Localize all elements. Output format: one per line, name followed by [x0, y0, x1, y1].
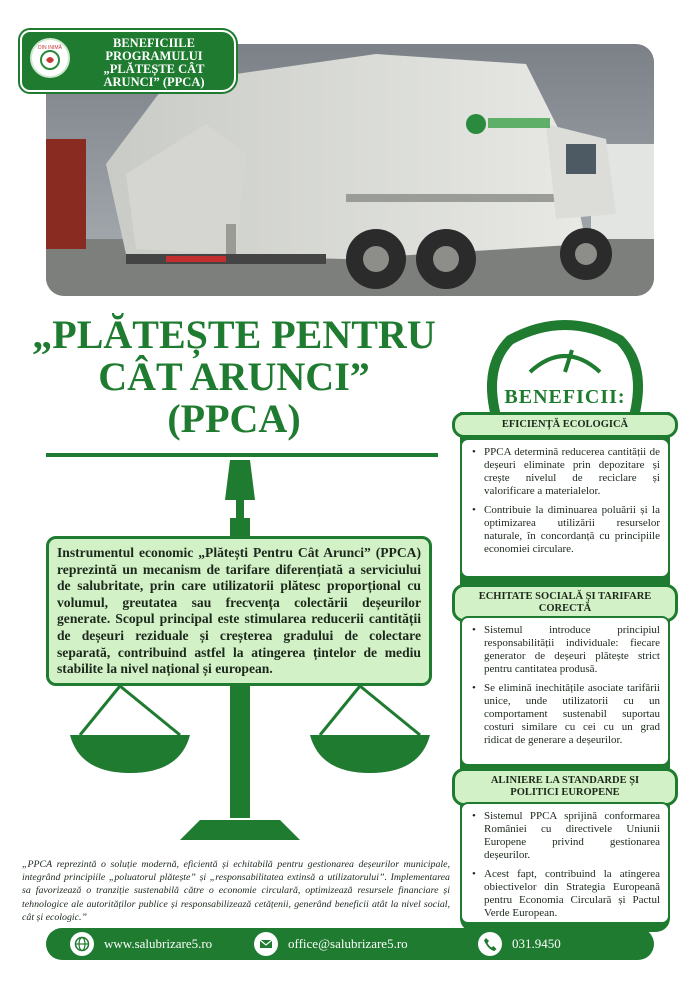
globe-icon [70, 932, 94, 956]
phone-icon [478, 932, 502, 956]
program-badge [20, 30, 236, 92]
list-item: • Acest fapt, contribuind la atingerea obiectivelor din Strategia Europeană pentru Economia Circulară și Pactul Verde European. [470, 868, 660, 920]
title-divider [46, 453, 438, 457]
company-logo-icon [30, 38, 70, 78]
list-item: • Contribuie la diminuarea poluării și la optimizarea utilizării resurselor naturale, în concordanță cu principiile economiei circulare. [470, 504, 660, 556]
svg-text:DIN INIMĂ: DIN INIMĂ [38, 45, 62, 51]
section-body-social [460, 616, 670, 766]
closing-quote: „PPCA reprezintă o soluție modernă, eficientă și echitabilă pentru gestionarea deșeurilor municipale, integrând principiile „poluatorul plătește” și „responsabilitatea extinsă a utilizatorului”. Implementarea sa favorizează o tranziție sustenabilă către o economie circulară, optimizează resursele financiare și tehnologice ale autorităților publice și responsabilizează cetățenii, generând beneficii atât la nivel social, cât și ecologic.” [22, 859, 450, 923]
section-heading-social: ECHITATE SOCIALĂ ȘI TARIFARE CORECTĂ [452, 584, 678, 622]
phone-number[interactable]: 031.9450 [512, 936, 561, 951]
footer-phone[interactable] [478, 931, 561, 957]
footer-email[interactable] [254, 931, 408, 957]
section-body-eu [460, 802, 670, 924]
footer-website[interactable] [70, 931, 212, 957]
email-link[interactable]: office@salubrizare5.ro [288, 936, 408, 951]
list-item: • Se elimină inechitățile asociate tarifării unice, unde utilizatorii cu un comportament sustenabil suportau costuri similare cu cei cu un grad ridicat de generare a deșeurilor. [470, 682, 660, 747]
website-link[interactable]: www.salubrizare5.ro [104, 936, 213, 951]
envelope-icon [254, 932, 278, 956]
section-heading-eu: ALINIERE LA STANDARDE ȘI POLITICI EUROPENE [452, 768, 678, 806]
list-item: • PPCA determină reducerea cantității de deșeuri eliminate prin depozitare și crește nivelul de reciclare și valorificare a materialelor. [470, 446, 660, 498]
list-item: • Sistemul PPCA sprijină conformarea României cu directivele Uniunii Europene privind gestionarea deșeurilor. [470, 810, 660, 862]
badge-title: BENEFICIILE PROGRAMULUI „PLĂTEȘTE CÂT ARUNCI” (PPCA) [103, 36, 205, 89]
ppca-description: Instrumentul economic „Plătești Pentru Cât Arunci” (PPCA) reprezintă un mecanism de tarifare diferențiată a serviciului de salubritate, prin care utilizatorii plătesc proporțional cu volumul, greutatea sau frecvența colectării deșeurilor generate. Scopul principal este stimularea reducerii cantității de deșeuri reziduale și creșterea gradului de colectare separată, contribuind astfel la atingerea țintelor de mediu stabilite la nivel național și european. [46, 536, 432, 686]
section-heading-eco: EFICIENȚĂ ECOLOGICĂ [452, 412, 678, 438]
page-title: „PLĂTEȘTE PENTRU CÂT ARUNCI” (PPCA) [32, 312, 436, 441]
section-body-eco [460, 438, 670, 578]
benefits-title: BENEFICII: [504, 386, 626, 408]
list-item: • Sistemul introduce principiul responsabilității individuale: fiecare generator de deșeuri plătește strict pentru cantitatea produsă. [470, 624, 660, 676]
contact-footer [46, 928, 654, 960]
